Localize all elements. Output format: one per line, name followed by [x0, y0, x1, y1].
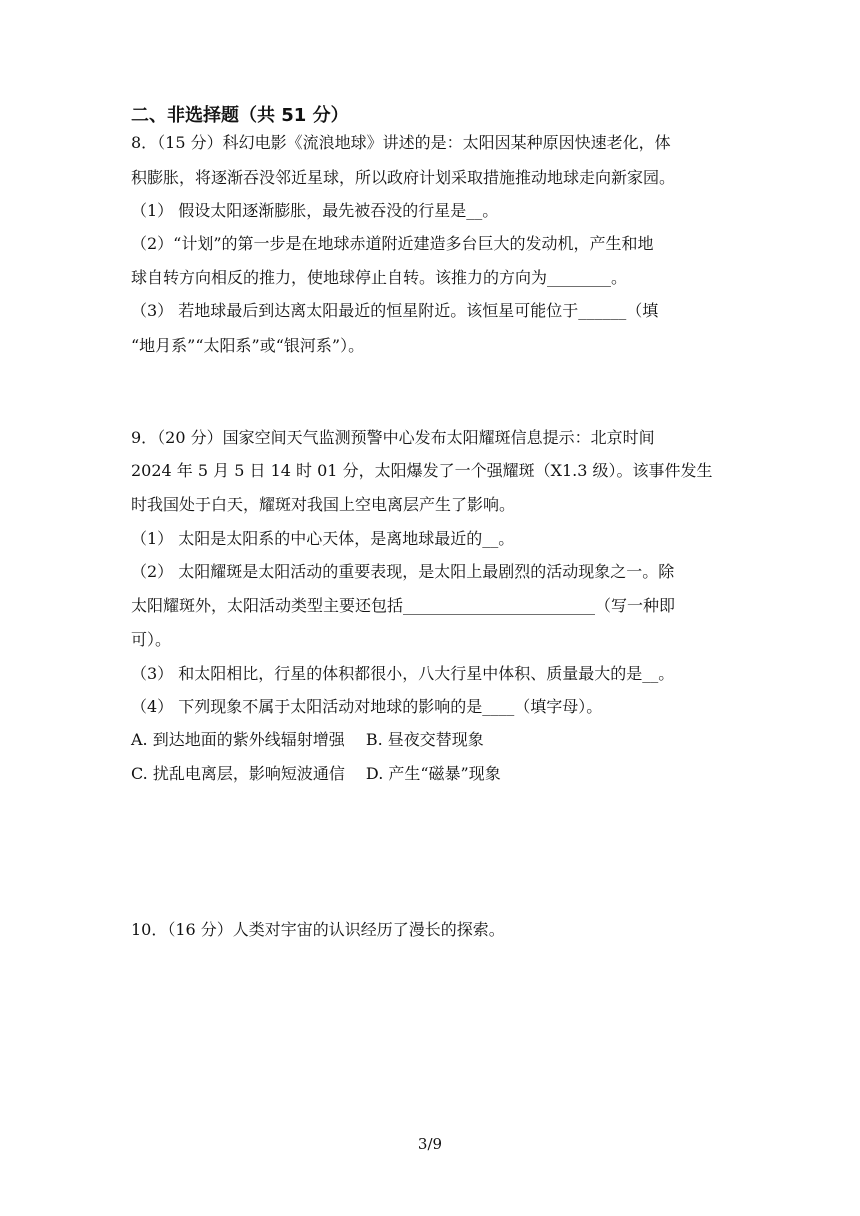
section-heading: 二、非选择题（共 51 分） — [131, 105, 349, 126]
question-9-option-a-b: A. 到达地面的紫外线辐射增强 B. 昼夜交替现象 — [131, 730, 484, 749]
question-8-sub-3-line-1: （3） 若地球最后到达离太阳最近的恒星附近。该恒星可能位于______（填 — [131, 301, 659, 320]
page-number: 3/9 — [417, 1135, 443, 1153]
question-9-line-1: 9．（20 分）国家空间天气监测预警中心发布太阳耀斑信息提示：北京时间 — [131, 428, 655, 447]
question-8-sub-2-line-1: （2）“计划”的第一步是在地球赤道附近建造多台巨大的发动机，产生和地 — [131, 234, 654, 253]
question-8-sub-3-line-2: “地月系”“太阳系”或“银河系”）。 — [131, 336, 365, 355]
question-9-sub-4: （4） 下列现象不属于太阳活动对地球的影响的是____（填字母）。 — [131, 697, 603, 716]
question-9-sub-3: （3） 和太阳相比，行星的体积都很小，八大行星中体积、质量最大的是__。 — [131, 664, 675, 683]
question-10-line-1: 10．（16 分）人类对宇宙的认识经历了漫长的探索。 — [131, 920, 505, 939]
question-9-sub-2-line-1: （2） 太阳耀斑是太阳活动的重要表现，是太阳上最剧烈的活动现象之一。除 — [131, 562, 675, 581]
question-9-sub-2-line-3: 可）。 — [131, 630, 172, 649]
question-9-sub-1: （1） 太阳是太阳系的中心天体，是离地球最近的__。 — [131, 529, 515, 548]
question-9-option-c-d: C. 扰乱电离层，影响短波通信 D. 产生“磁暴”现象 — [131, 764, 501, 783]
question-9-sub-2-line-2: 太阳耀斑外，太阳活动类型主要还包括________________________（写一种即 — [131, 596, 676, 615]
question-8-sub-1: （1） 假设太阳逐渐膨胀，最先被吞没的行星是__。 — [131, 201, 499, 220]
question-8-line-2: 积膨胀，将逐渐吞没邻近星球，所以政府计划采取措施推动地球走向新家园。 — [131, 168, 676, 187]
question-9-line-3: 时我国处于白天，耀斑对我国上空电离层产生了影响。 — [131, 495, 516, 514]
question-9-line-2: 2024 年 5 月 5 日 14 时 01 分，太阳爆发了一个强耀斑（X1.3 级）。该事件发生 — [131, 461, 713, 480]
question-8-sub-2-line-2: 球自转方向相反的推力，使地球停止自转。该推力的方向为________。 — [131, 268, 628, 287]
question-8-line-1: 8．（15 分）科幻电影《流浪地球》讲述的是：太阳因某种原因快速老化，体 — [131, 133, 671, 152]
